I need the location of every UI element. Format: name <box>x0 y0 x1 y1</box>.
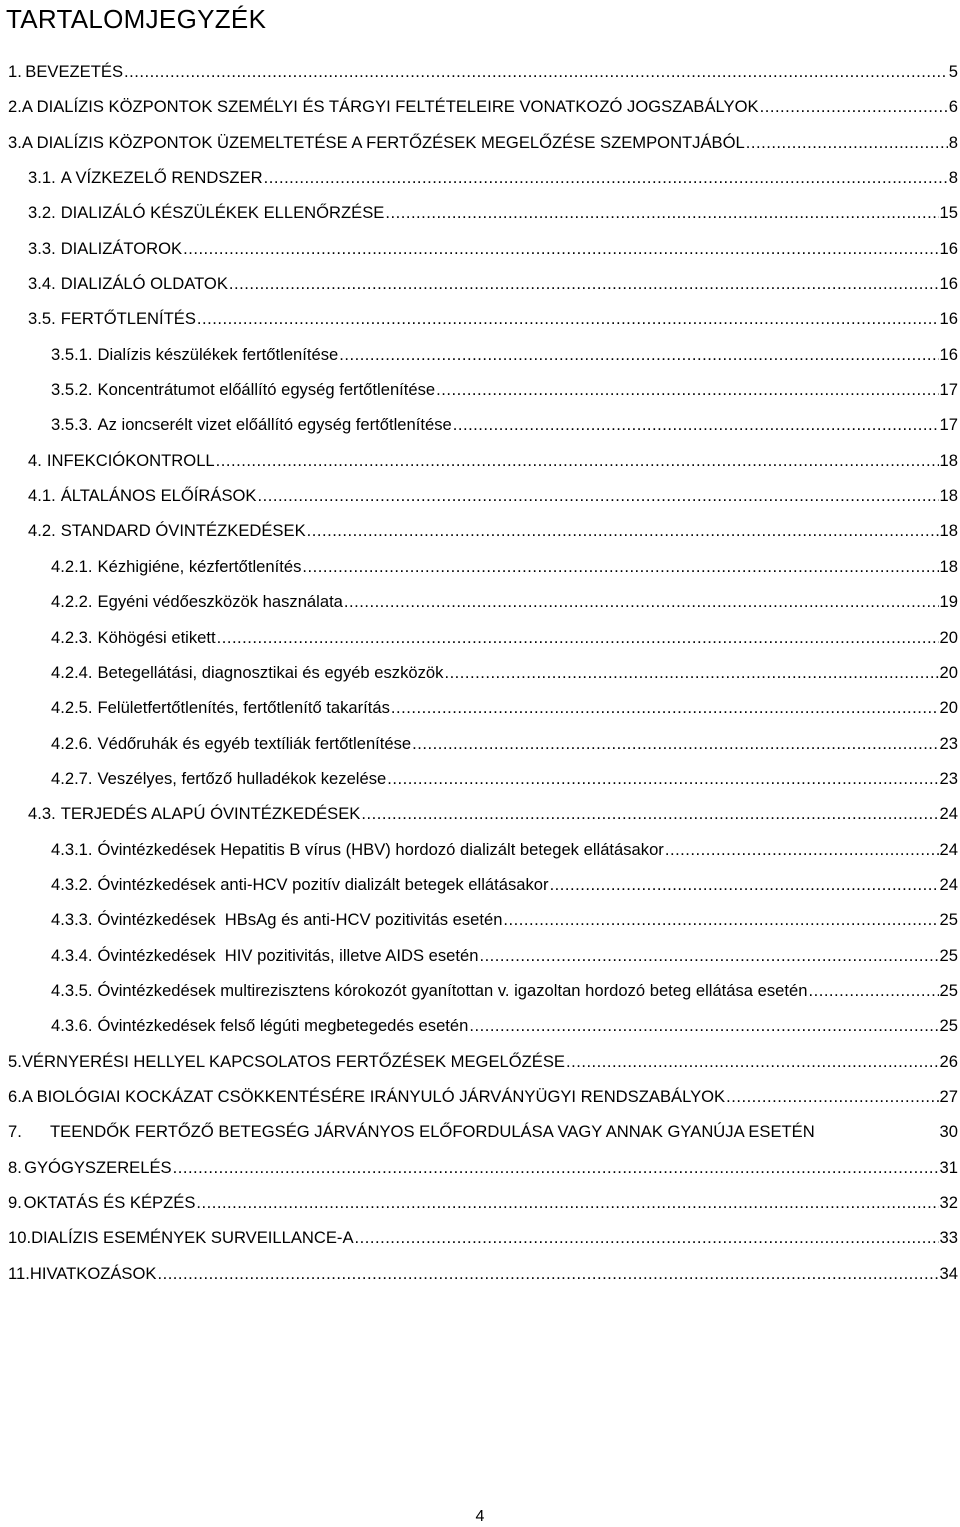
toc-entry-page-number: 16 <box>939 238 958 258</box>
toc-entry[interactable] <box>0 940 960 975</box>
toc-entry-title: Köhögési etikett <box>97 627 216 647</box>
toc-entry[interactable] <box>0 728 960 763</box>
toc-entry-title: TEENDŐK FERTŐZŐ BETEGSÉG JÁRVÁNYOS ELŐFORDULÁSA VAGY ANNAK GYANÚJA ESETÉN <box>50 1122 815 1142</box>
toc-entry[interactable] <box>0 233 960 268</box>
toc-entry-title: HIVATKOZÁSOK <box>29 1263 157 1283</box>
toc-entry-number: 4.3.5. <box>51 980 93 1000</box>
toc-entry[interactable] <box>0 763 960 798</box>
toc-dot-leader <box>760 97 948 117</box>
toc-entry[interactable] <box>0 869 960 904</box>
toc-dot-leader <box>229 274 939 294</box>
toc-entry-title: A DIALÍZIS KÖZPONTOK ÜZEMELTETÉSE A FERTŐZÉSEK MEGELŐZÉSE SZEMPONTJÁBÓL <box>21 132 745 152</box>
toc-entry-title: STANDARD ÓVINTÉZKEDÉSEK <box>60 521 306 541</box>
toc-entry-number: 4.3. <box>28 804 56 824</box>
toc-entry[interactable] <box>0 798 960 833</box>
toc-entry-number: 11. <box>8 1263 30 1283</box>
toc-entry-page-number: 26 <box>939 1051 958 1071</box>
toc-entry-page-number: 25 <box>939 945 958 965</box>
toc-entry[interactable] <box>0 1222 960 1257</box>
toc-entry-page-number: 17 <box>939 415 958 435</box>
toc-dot-leader <box>479 946 938 966</box>
toc-entry-number: 4.3.3. <box>51 910 93 930</box>
toc-dot-leader <box>183 239 938 259</box>
toc-entry-title: Óvintézkedések Hepatitis B vírus (HBV) hordozó dializált betegek ellátásakor <box>97 839 664 859</box>
toc-entry-page-number: 24 <box>939 839 958 859</box>
toc-dot-leader <box>387 769 938 789</box>
toc-dot-leader <box>412 734 938 754</box>
toc-entry-title: DIALIZÁTOROK <box>60 238 183 258</box>
toc-dot-leader <box>436 380 938 400</box>
toc-dot-leader <box>157 1264 938 1284</box>
toc-entry[interactable] <box>0 834 960 869</box>
toc-entry-page-number: 23 <box>939 768 958 788</box>
toc-entry-page-number: 24 <box>939 804 958 824</box>
toc-entry-page-number: 25 <box>939 980 958 1000</box>
toc-dot-leader <box>302 557 938 577</box>
toc-entry-title: DIALÍZIS ESEMÉNYEK SURVEILLANCE-A <box>31 1228 354 1248</box>
toc-dot-leader <box>726 1087 938 1107</box>
toc-entry-page-number: 20 <box>939 627 958 647</box>
toc-dot-leader <box>808 981 938 1001</box>
toc-dot-leader <box>216 451 939 471</box>
toc-dot-leader <box>264 168 948 188</box>
toc-entry-page-number: 18 <box>939 556 958 576</box>
toc-entry-page-number: 24 <box>939 874 958 894</box>
toc-entry[interactable] <box>0 975 960 1010</box>
toc-entry-title: Betegellátási, diagnosztikai és egyéb eszközök <box>97 662 444 682</box>
toc-entry-title: Koncentrátumot előállító egység fertőtlenítése <box>97 380 436 400</box>
toc-entry[interactable] <box>0 197 960 232</box>
toc-entry-number: 10. <box>8 1228 32 1248</box>
toc-dot-leader <box>217 628 939 648</box>
toc-entry-number: 4.3.4. <box>51 945 93 965</box>
toc-entry-title: Óvintézkedések anti-HCV pozitív dializált betegek ellátásakor <box>97 874 549 894</box>
toc-entry[interactable] <box>0 1081 960 1116</box>
toc-entry-page-number: 6 <box>948 97 958 117</box>
page-title: TARTALOMJEGYZÉK <box>6 4 267 34</box>
toc-entry-page-number: 31 <box>939 1157 958 1177</box>
toc-entry-number: 8. <box>8 1157 22 1177</box>
toc-entry-title: ÁLTALÁNOS ELŐÍRÁSOK <box>60 486 257 506</box>
toc-entry-page-number: 8 <box>948 132 958 152</box>
toc-entry-title: Az ioncserélt vizet előállító egység fertőtlenítése <box>97 415 452 435</box>
toc-entry[interactable] <box>0 551 960 586</box>
toc-entry-page-number: 19 <box>939 592 958 612</box>
toc-dot-leader <box>361 804 938 824</box>
toc-entry-title: Védőruhák és egyéb textíliák fertőtlenítése <box>97 733 412 753</box>
toc-dot-leader <box>665 840 939 860</box>
toc-entry-title: Óvintézkedések HBsAg és anti-HCV pozitivitás esetén <box>97 910 503 930</box>
toc-entry-title: INFEKCIÓKONTROLL <box>46 450 215 470</box>
toc-entry-number: 4.3.2. <box>51 874 93 894</box>
toc-entry-number: 2. <box>8 97 22 117</box>
toc-dot-leader <box>355 1228 939 1248</box>
toc-entry-title: DIALIZÁLÓ KÉSZÜLÉKEK ELLENŐRZÉSE <box>60 203 385 223</box>
toc-entry[interactable] <box>0 1258 960 1293</box>
toc-entry-page-number: 27 <box>939 1086 958 1106</box>
toc-entry[interactable] <box>0 268 960 303</box>
toc-entry[interactable] <box>0 657 960 692</box>
toc-entry-page-number: 32 <box>939 1193 958 1212</box>
toc-entry-page-number: 25 <box>939 910 958 930</box>
toc-dot-leader <box>385 203 938 223</box>
toc-dot-leader <box>444 663 938 683</box>
toc-entry-page-number: 25 <box>939 1016 958 1036</box>
toc-dot-leader <box>339 345 938 365</box>
toc-entry-number: 4.2.6. <box>51 733 93 753</box>
toc-entry-page-number: 33 <box>939 1228 958 1248</box>
toc-entry[interactable] <box>0 1187 960 1222</box>
toc-entry[interactable] <box>0 445 960 480</box>
toc-entry-number: 4.2.2. <box>51 592 93 612</box>
toc-dot-leader <box>550 875 939 895</box>
toc-entry[interactable] <box>0 374 960 409</box>
toc-entry[interactable] <box>0 127 960 162</box>
toc-entry-title: Dialízis készülékek fertőtlenítése <box>97 344 339 364</box>
toc-entry-title: A BIOLÓGIAI KOCKÁZAT CSÖKKENTÉSÉRE IRÁNYULÓ JÁRVÁNYÜGYI RENDSZABÁLYOK <box>21 1086 726 1106</box>
toc-entry[interactable] <box>0 515 960 550</box>
toc-entry-page-number: 20 <box>939 698 958 718</box>
toc-entry-number: 3.5.3. <box>51 415 93 435</box>
toc-entry[interactable] <box>0 303 960 338</box>
toc-entry-page-number: 34 <box>939 1263 958 1283</box>
toc-entry-page-number: 17 <box>939 380 958 400</box>
toc-dot-leader <box>391 698 939 718</box>
toc-entry-number: 3.4. <box>28 274 56 294</box>
toc-dot-leader <box>307 521 939 541</box>
toc-entry-title: FERTŐTLENÍTÉS <box>60 309 196 329</box>
toc-entry-number: 6. <box>8 1086 22 1106</box>
toc-dot-leader <box>258 486 939 506</box>
toc-entry-number: 4.3.1. <box>51 839 93 859</box>
toc-entry-title: A VÍZKEZELŐ RENDSZER <box>60 168 263 188</box>
toc-entry-page-number: 23 <box>939 733 958 753</box>
toc-entry-title: Kézhigiéne, kézfertőtlenítés <box>97 556 302 576</box>
toc-entry-title: GYÓGYSZERELÉS <box>24 1157 172 1177</box>
toc-dot-leader <box>566 1052 939 1072</box>
table-of-contents <box>0 56 960 1293</box>
toc-entry-title: Óvintézkedések multirezisztens kórokozót gyanítottan v. igazoltan hordozó beteg ellátása esetén <box>97 980 808 1000</box>
toc-dot-leader <box>124 62 948 82</box>
toc-entry-page-number: 30 <box>939 1122 958 1142</box>
toc-entry[interactable] <box>0 56 960 91</box>
toc-entry-title: TERJEDÉS ALAPÚ ÓVINTÉZKEDÉSEK <box>60 804 361 824</box>
toc-entry-title: OKTATÁS ÉS KÉPZÉS <box>23 1193 196 1212</box>
toc-entry-number: 3.5.1. <box>51 344 93 364</box>
toc-entry-number: 4.2.7. <box>51 768 93 788</box>
toc-entry[interactable] <box>0 1046 960 1081</box>
toc-entry-number: 3.2. <box>28 203 56 223</box>
toc-entry-number: 1. <box>8 62 22 81</box>
toc-entry-title: Egyéni védőeszközök használata <box>97 592 343 612</box>
toc-dot-leader <box>197 309 939 329</box>
toc-entry-page-number: 18 <box>939 486 958 506</box>
toc-entry-title: Óvintézkedések HIV pozitivitás, illetve AIDS esetén <box>97 945 479 965</box>
toc-entry-number: 4. <box>28 450 42 470</box>
toc-entry-title: Veszélyes, fertőző hulladékok kezelése <box>97 768 387 788</box>
page-footer-number: 4 <box>475 1508 485 1525</box>
toc-entry-title: Óvintézkedések felső légúti megbetegedés esetén <box>97 1016 469 1036</box>
toc-entry-page-number: 18 <box>939 521 958 541</box>
toc-dot-leader <box>196 1193 938 1213</box>
toc-entry-number: 5. <box>8 1051 22 1071</box>
toc-entry-number: 9. <box>8 1193 22 1212</box>
toc-entry-page-number: 16 <box>939 309 958 329</box>
toc-entry-number: 4.2.1. <box>51 556 93 576</box>
toc-entry-number: 4.1. <box>28 486 56 506</box>
toc-entry-page-number: 8 <box>948 168 958 188</box>
toc-entry-page-number: 5 <box>948 62 958 81</box>
toc-entry[interactable] <box>0 1152 960 1187</box>
toc-entry-page-number: 16 <box>939 274 958 294</box>
toc-entry-page-number: 16 <box>939 344 958 364</box>
toc-entry[interactable] <box>0 162 960 197</box>
toc-entry-number: 3.5. <box>28 309 56 329</box>
toc-entry-number: 7. <box>8 1122 22 1142</box>
toc-entry[interactable] <box>0 622 960 657</box>
toc-entry-title: BEVEZETÉS <box>25 62 124 81</box>
toc-entry[interactable] <box>0 480 960 515</box>
toc-entry-number: 3. <box>8 132 22 152</box>
toc-entry[interactable] <box>0 91 960 126</box>
toc-entry-number: 3.3. <box>28 238 56 258</box>
toc-entry[interactable] <box>0 1010 960 1045</box>
toc-entry[interactable] <box>0 1116 960 1151</box>
toc-entry[interactable] <box>0 586 960 621</box>
toc-entry-page-number: 15 <box>939 203 958 223</box>
toc-entry[interactable] <box>0 339 960 374</box>
toc-dot-leader <box>469 1016 938 1036</box>
toc-entry[interactable] <box>0 409 960 444</box>
toc-entry-number: 4.2.4. <box>51 662 93 682</box>
toc-dot-leader <box>173 1158 939 1178</box>
toc-entry-number: 3.1. <box>28 168 56 188</box>
toc-entry-title: Felületfertőtlenítés, fertőtlenítő takarítás <box>97 698 390 718</box>
toc-dot-leader <box>453 415 939 435</box>
toc-entry[interactable] <box>0 904 960 939</box>
toc-entry-title: A DIALÍZIS KÖZPONTOK SZEMÉLYI ÉS TÁRGYI FELTÉTELEIRE VONATKOZÓ JOGSZABÁLYOK <box>21 97 759 117</box>
toc-entry-number: 4.2.3. <box>51 627 93 647</box>
toc-dot-leader <box>746 133 948 153</box>
toc-entry-page-number: 18 <box>939 450 958 470</box>
toc-dot-leader <box>344 592 939 612</box>
toc-entry-page-number: 20 <box>939 662 958 682</box>
toc-dot-leader <box>503 910 938 930</box>
toc-entry-number: 4.3.6. <box>51 1016 93 1036</box>
toc-entry[interactable] <box>0 692 960 727</box>
toc-entry-title: DIALIZÁLÓ OLDATOK <box>60 274 228 294</box>
toc-entry-title: VÉRNYERÉSI HELLYEL KAPCSOLATOS FERTŐZÉSEK MEGELŐZÉSE <box>21 1051 565 1071</box>
toc-entry-number: 3.5.2. <box>51 380 93 400</box>
toc-entry-number: 4.2.5. <box>51 698 93 718</box>
toc-entry-number: 4.2. <box>28 521 56 541</box>
